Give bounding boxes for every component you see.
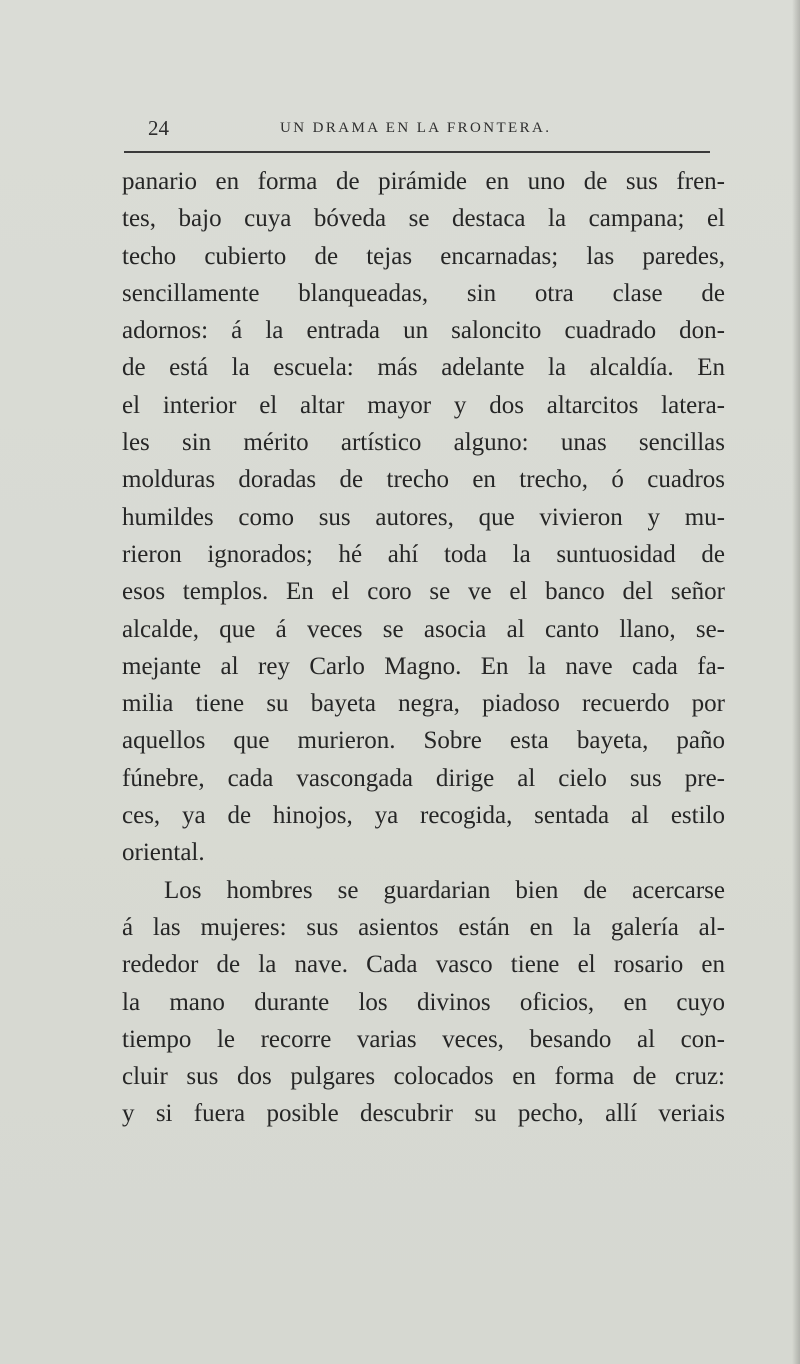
text-line: esos templos. En el coro se ve el banco del señor	[122, 578, 725, 606]
text-line: humildes como sus autores, que vivieron y mu-	[122, 503, 725, 531]
header-rule	[124, 151, 710, 153]
text-line: tiempo le recorre varias veces, besando al con-	[122, 1025, 725, 1053]
text-line: fúnebre, cada vascongada dirige al cielo sus pre-	[122, 764, 725, 792]
text-line: la mano durante los divinos oficios, en cuyo	[122, 988, 725, 1016]
text-line: y si fuera posible descubrir su pecho, allí veriais	[122, 1100, 725, 1128]
text-line: á las mujeres: sus asientos están en la galería al-	[122, 913, 725, 941]
page-header	[148, 112, 708, 142]
paragraph-start-line: Los hombres se guardarian bien de acercarse	[164, 876, 725, 904]
text-line: alcalde, que á veces se asocia al canto llano, se-	[122, 615, 725, 643]
page-edge-shadow	[792, 0, 800, 1364]
text-line: les sin mérito artístico alguno: unas sencillas	[122, 429, 725, 457]
page-number: 24	[148, 116, 169, 140]
text-line: aquellos que murieron. Sobre esta bayeta, paño	[122, 727, 725, 755]
paragraph-end-line: oriental.	[122, 839, 205, 867]
text-line: rieron ignorados; hé ahí toda la suntuosidad de	[122, 540, 725, 568]
text-line: molduras doradas de trecho en trecho, ó cuadros	[122, 466, 725, 494]
text-line: el interior el altar mayor y dos altarcitos latera-	[122, 391, 725, 419]
text-line: rededor de la nave. Cada vasco tiene el rosario en	[122, 951, 725, 979]
text-line: ces, ya de hinojos, ya recogida, sentada al estilo	[122, 802, 725, 830]
text-line: milia tiene su bayeta negra, piadoso recuerdo por	[122, 690, 725, 718]
running-title: UN DRAMA EN LA FRONTERA.	[280, 120, 552, 136]
text-line: cluir sus dos pulgares colocados en forma de cruz:	[122, 1063, 725, 1091]
body-text	[122, 163, 725, 1133]
text-line: tes, bajo cuya bóveda se destaca la campana; el	[122, 205, 725, 233]
text-line: mejante al rey Carlo Magno. En la nave cada fa-	[122, 652, 725, 680]
text-line: panario en forma de pirámide en uno de sus fren-	[122, 168, 725, 195]
text-line: de está la escuela: más adelante la alcaldía. En	[122, 354, 725, 382]
text-line: sencillamente blanqueadas, sin otra clase de	[122, 279, 725, 307]
text-line: techo cubierto de tejas encarnadas; las paredes,	[122, 242, 725, 270]
text-line: adornos: á la entrada un saloncito cuadrado don-	[122, 317, 725, 345]
